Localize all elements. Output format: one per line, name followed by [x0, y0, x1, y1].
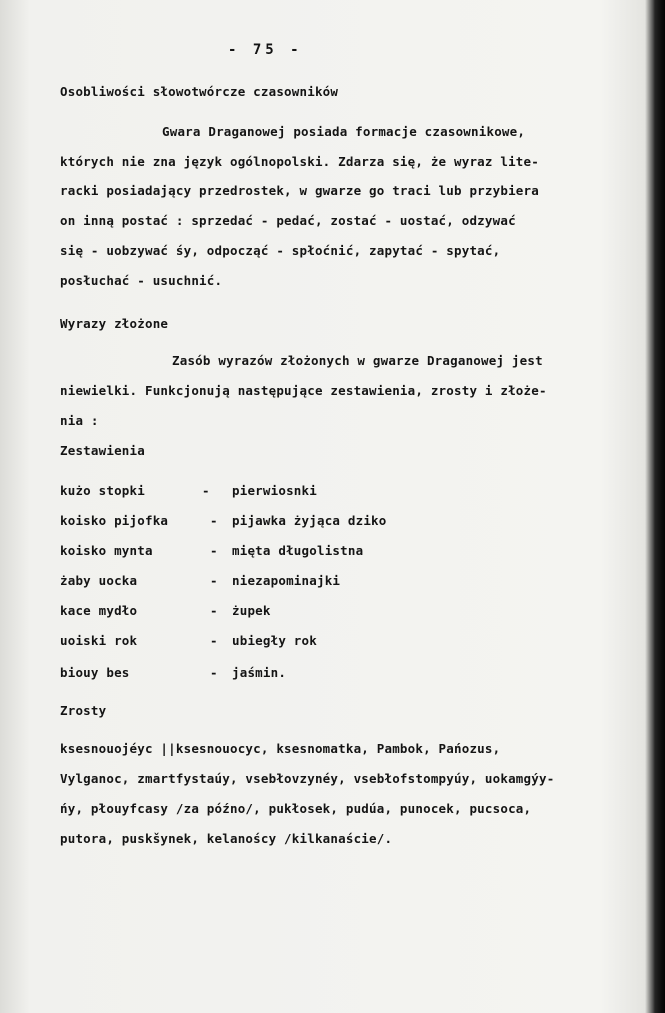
- list-item-meaning: pijawka żyjąca dziko: [232, 513, 387, 528]
- zrosty-line: putora, puskšynek, kelanoścy /kilkanaście/.: [60, 831, 393, 846]
- heading-wyrazy-zlozone: Wyrazy złożone: [60, 316, 169, 331]
- scan-edge-shadow: [653, 0, 665, 1013]
- list-item-dash: -: [210, 573, 218, 588]
- list-item-meaning: ubiegły rok: [232, 633, 317, 648]
- list-item-term: kace mydło: [60, 603, 138, 618]
- list-item-term: koisko pijofka: [60, 513, 169, 528]
- zrosty-line: ńy, płouyfcasy /za późno/, pukłosek, pudúa, punocek, pucsoca,: [60, 801, 532, 816]
- paragraph1-line: racki posiadający przedrostek, w gwarze go traci lub przybiera: [60, 183, 539, 198]
- paragraph1-line: Gwara Draganowej posiada formacje czasownikowe,: [162, 124, 526, 139]
- zrosty-line: Vylganoc, zmartfystaúy, vsebłovzynéy, vsebłofstompyúy, uokamgýy-: [60, 771, 555, 786]
- list-item-dash: -: [210, 665, 218, 680]
- paragraph1-line: których nie zna język ogólnopolski. Zdarza się, że wyraz lite-: [60, 154, 539, 169]
- list-item-meaning: żupek: [232, 603, 271, 618]
- list-item-term: kużo stopki: [60, 483, 145, 498]
- list-item-term: żaby uocka: [60, 573, 138, 588]
- paragraph1-line: posłuchać - usuchnić.: [60, 273, 223, 288]
- zrosty-line: ksesnouojéyc ||ksesnouocyc, ksesnomatka, Pambok, Pańozus,: [60, 741, 501, 756]
- list-item-dash: -: [210, 513, 218, 528]
- list-item-term: biouy bes: [60, 665, 130, 680]
- paragraph1-line: on inną postać : sprzedać - pedać, zostać - uostać, odzywać: [60, 213, 516, 228]
- page-number: - 75 -: [228, 42, 303, 58]
- paragraph2-line: niewielki. Funkcjonują następujące zestawienia, zrosty i złoże-: [60, 383, 547, 398]
- paragraph2-line: nia :: [60, 413, 99, 428]
- list-item-meaning: niezapominajki: [232, 573, 341, 588]
- list-item-meaning: mięta długolistna: [232, 543, 364, 558]
- list-item-dash: -: [210, 543, 218, 558]
- list-item-term: koisko mynta: [60, 543, 153, 558]
- list-item-dash: -: [210, 633, 218, 648]
- list-item-dash: -: [202, 483, 210, 498]
- list-item-term: uoiski rok: [60, 633, 138, 648]
- heading-zestawienia: Zestawienia: [60, 443, 145, 458]
- list-item-dash: -: [210, 603, 218, 618]
- paragraph1-line: się - uobzywać śy, odpocząć - spłoćnić, zapytać - spytać,: [60, 243, 501, 258]
- paragraph2-line: Zasób wyrazów złożonych w gwarze Draganowej jest: [172, 353, 543, 368]
- list-item-meaning: pierwiosnki: [232, 483, 317, 498]
- section-title: Osobliwości słowotwórcze czasowników: [60, 84, 339, 99]
- heading-zrosty: Zrosty: [60, 703, 107, 718]
- list-item-meaning: jaśmin.: [232, 665, 287, 680]
